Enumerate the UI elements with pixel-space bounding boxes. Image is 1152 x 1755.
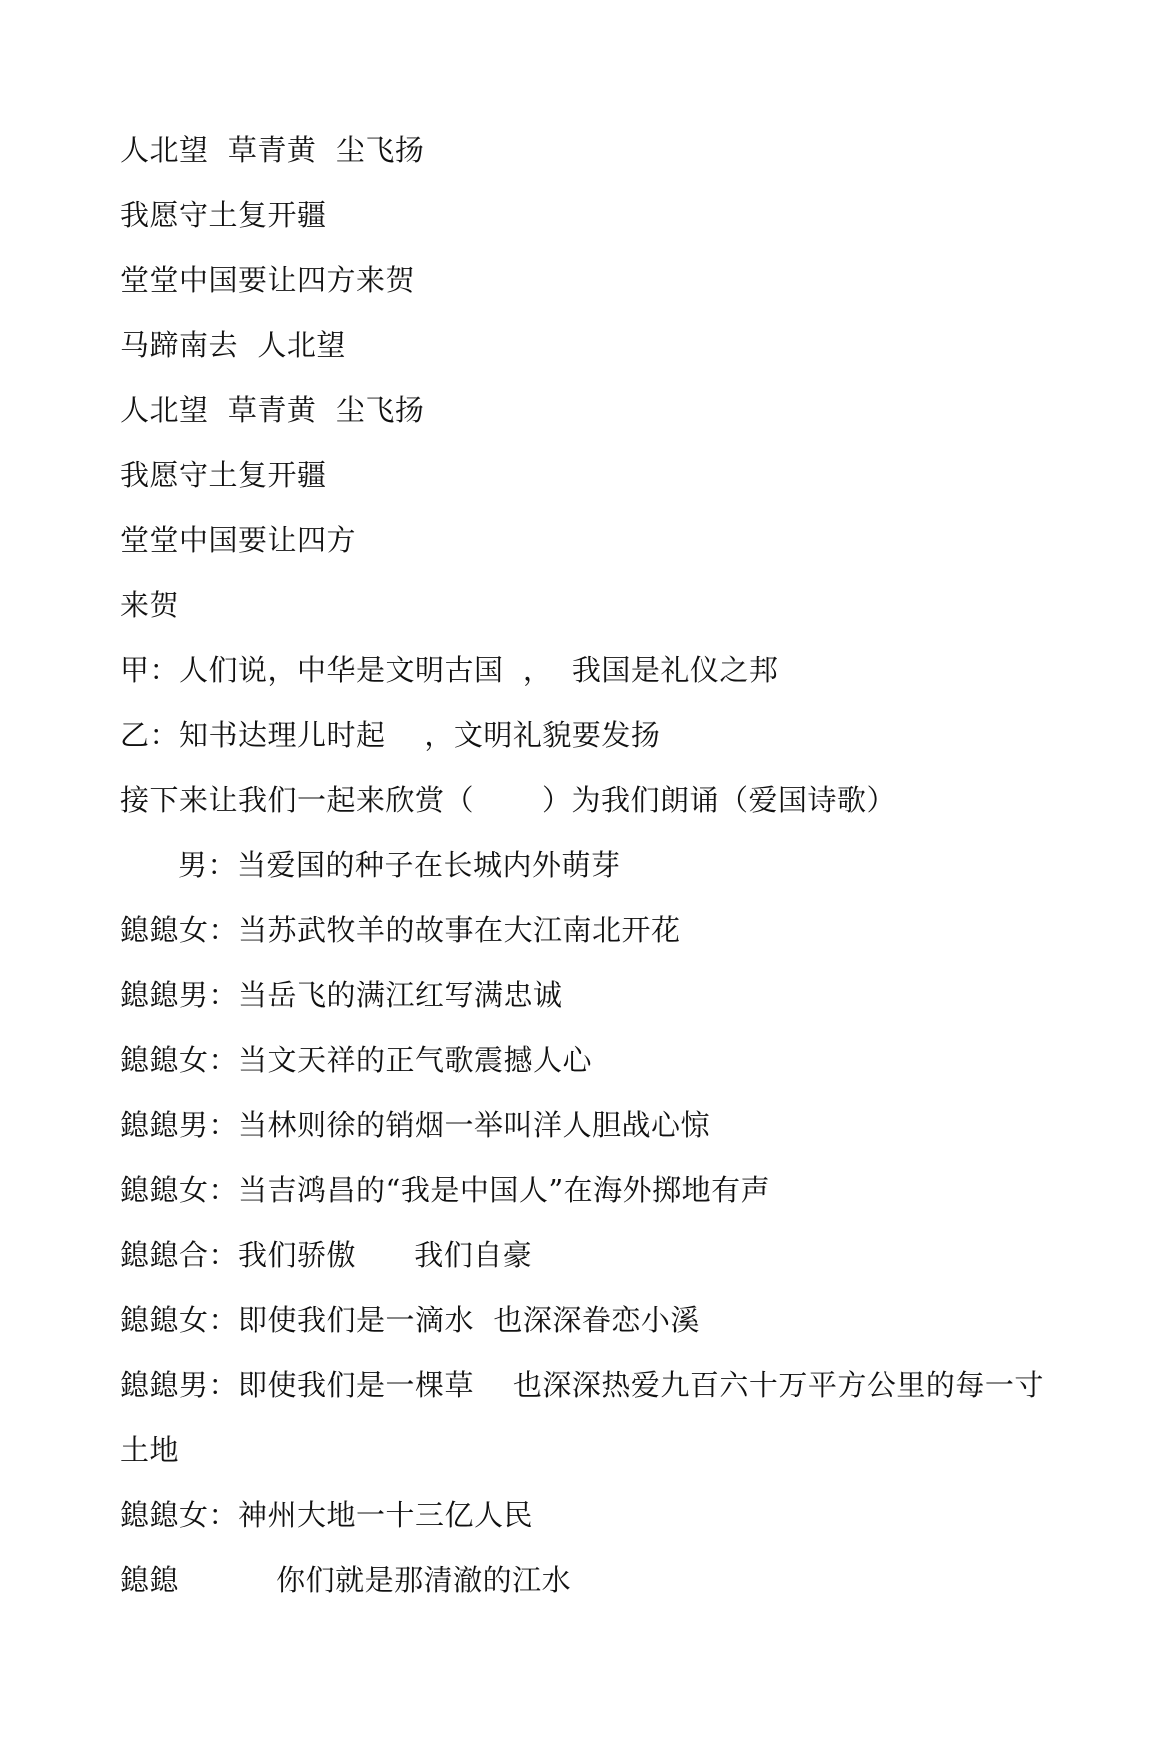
text-line: 鎴鎴合：我们骄傲 我们自豪 <box>120 1238 533 1272</box>
text-line: 来贺 <box>120 588 180 622</box>
text-line: 乙：知书达理儿时起 ，文明礼貌要发扬 <box>120 718 661 752</box>
text-line: 鎴鎴女：神州大地一十三亿人民 <box>120 1498 534 1532</box>
text-line-indented: 男：当爱国的种子在长城内外萌芽 <box>178 848 621 882</box>
text-line: 我愿守土复开疆 <box>120 458 327 492</box>
text-line: 鎴鎴女：即使我们是一滴水 也深深眷恋小溪 <box>120 1303 700 1337</box>
text-line: 鎴鎴女：当吉鸿昌的“我是中国人”在海外掷地有声 <box>120 1173 771 1207</box>
text-line: 甲：人们说，中华是文明古国 ， 我国是礼仪之邦 <box>120 653 779 687</box>
text-line: 鎴鎴女：当文天祥的正气歌震撼人心 <box>120 1043 593 1077</box>
text-line: 人北望 草青黄 尘飞扬 <box>120 393 425 427</box>
text-line: 鎴鎴男：即使我们是一棵草 也深深热爱九百六十万平方公里的每一寸 <box>120 1368 1044 1402</box>
text-line: 接下来让我们一起来欣赏（ ）为我们朗诵（爱国诗歌） <box>120 783 897 817</box>
text-line: 堂堂中国要让四方来贺 <box>120 263 416 297</box>
text-line: 马蹄南去 人北望 <box>120 328 346 362</box>
text-line: 人北望 草青黄 尘飞扬 <box>120 133 425 167</box>
text-line: 鎴鎴 你们就是那清澈的江水 <box>120 1563 572 1597</box>
text-line: 堂堂中国要让四方 <box>120 523 357 557</box>
text-line: 我愿守土复开疆 <box>120 198 327 232</box>
text-line: 鎴鎴男：当岳飞的满江红写满忠诚 <box>120 978 563 1012</box>
text-line: 鎴鎴男：当林则徐的销烟一举叫洋人胆战心惊 <box>120 1108 711 1142</box>
text-line: 鎴鎴女：当苏武牧羊的故事在大江南北开花 <box>120 913 681 947</box>
text-line: 土地 <box>120 1433 180 1467</box>
